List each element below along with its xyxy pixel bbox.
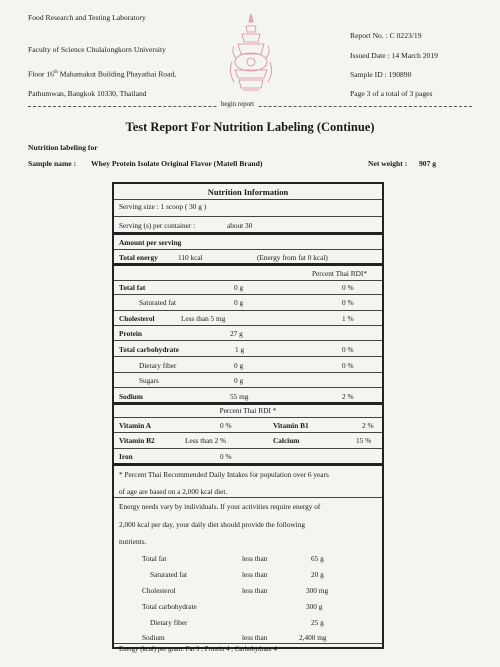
daily-nutrient-name: Saturated fat	[150, 570, 188, 579]
lab-address-line2: Pathumwan, Bangkok 10330, Thailand	[28, 89, 147, 98]
net-weight-value: 907 g	[419, 159, 437, 168]
report-number: Report No. : C 0223/19	[350, 31, 422, 40]
iron-value: 0 %	[220, 452, 232, 461]
divider	[114, 310, 382, 311]
servings-per-container-label: Serving (s) per container :	[119, 221, 196, 230]
daily-nutrient-value: 20 g	[311, 570, 324, 579]
nutrient-amount: 55 mg	[230, 392, 249, 401]
iron-label: Iron	[119, 452, 133, 461]
nutrient-name: Total carbohydrate	[119, 345, 179, 354]
divider	[114, 216, 382, 217]
energy-note-line2: 2,000 kcal per day, your daily diet should provide the following	[119, 520, 305, 529]
daily-nutrient-name: Total fat	[142, 554, 167, 563]
vitamin-b1-value: 2 %	[362, 421, 374, 430]
nutrient-rdi: 2 %	[342, 392, 354, 401]
sample-name-value: Whey Protein Isolate Original Flavor (Matell Brand)	[91, 159, 263, 168]
sample-name-label: Sample name :	[28, 159, 77, 168]
nutrient-name: Dietary fiber	[139, 361, 177, 370]
nutrient-rdi: 1 %	[342, 314, 354, 323]
divider	[114, 294, 382, 295]
nutrient-name: Total fat	[119, 283, 146, 292]
begin-report-label: begin report	[218, 101, 257, 108]
daily-nutrient-name: Dietary fiber	[150, 618, 188, 627]
rdi-header: Percent Thai RDI*	[312, 269, 367, 278]
nutrient-name: Sugars	[139, 376, 159, 385]
nutrient-amount: 27 g	[230, 329, 243, 338]
floor-rest: Mahamakut Building Phayathai Road,	[57, 69, 177, 79]
daily-nutrient-name: Cholesterol	[142, 586, 176, 595]
divider	[114, 280, 382, 281]
nutrient-amount: Less than 5 mg	[181, 314, 226, 323]
daily-nutrient-value: 2,400 mg	[299, 633, 327, 642]
nutrient-name: Sodium	[119, 392, 143, 401]
divider	[114, 643, 382, 644]
nutrient-amount: 0 g	[234, 361, 244, 370]
page-count: Page 3 of a total of 3 pages	[350, 89, 433, 98]
divider	[114, 387, 382, 388]
nutrient-rdi: 0 %	[342, 345, 354, 354]
labeling-for: Nutrition labeling for	[28, 143, 98, 152]
vitamin-a-value: 0 %	[220, 421, 232, 430]
report-title: Test Report For Nutrition Labeling (Continue)	[125, 120, 375, 134]
nutrient-amount: 0 g	[234, 298, 244, 307]
issued-date: Issued Date : 14 March 2019	[350, 51, 438, 60]
divider	[114, 372, 382, 373]
divider	[114, 356, 382, 357]
nutrient-amount: 0 g	[234, 283, 244, 292]
divider	[114, 325, 382, 326]
daily-nutrient-name: Total carbohydrate	[142, 602, 197, 611]
nutrient-rdi: 0 %	[342, 298, 354, 307]
calcium-label: Calcium	[273, 436, 300, 445]
divider	[114, 199, 382, 200]
net-weight-label: Net weight :	[368, 159, 408, 168]
amount-per-serving: Amount per serving	[119, 238, 182, 247]
rdi-footnote-line1: * Percent Thai Recommended Daily Intakes for population over 6 years	[119, 470, 329, 479]
daily-nutrient-qualifier: less than	[242, 586, 268, 595]
vitamin-b1-label: Vitamin B1	[273, 421, 309, 430]
daily-nutrient-value: 25 g	[311, 618, 324, 627]
vitamin-b2-value: Less than 2 %	[185, 436, 227, 445]
nutrient-name: Protein	[119, 329, 142, 338]
nutrient-rdi: 0 %	[342, 283, 354, 292]
nutrient-name: Saturated fat	[139, 298, 177, 307]
floor-prefix: Floor 16	[28, 69, 54, 79]
divider	[114, 263, 382, 266]
divider	[114, 232, 382, 235]
energy-note-line1: Energy needs vary by individuals. If your activities require energy of	[119, 502, 321, 511]
floor-sup: th	[53, 70, 58, 75]
vitamin-a-label: Vitamin A	[119, 421, 151, 430]
divider	[114, 417, 382, 418]
nutrition-panel	[112, 182, 384, 653]
divider	[114, 432, 382, 433]
nutrient-name: Cholesterol	[119, 314, 155, 323]
serving-size: Serving size : 1 scoop ( 30 g )	[119, 202, 207, 211]
divider	[114, 497, 382, 498]
divider	[114, 448, 382, 449]
daily-nutrient-qualifier: less than	[242, 633, 268, 642]
nutrient-amount: 1 g	[235, 345, 245, 354]
divider	[114, 463, 382, 466]
vitamin-rdi-header: Percent Thai RDI *	[219, 406, 277, 415]
panel-heading: Nutrition Information	[207, 187, 289, 197]
servings-per-container-value: about 30	[227, 221, 253, 230]
energy-label: Total energy	[119, 253, 158, 262]
daily-nutrient-value: 300 mg	[306, 586, 329, 595]
lab-name: Food Research and Testing Laboratory	[28, 13, 146, 22]
daily-nutrient-qualifier: less than	[242, 554, 268, 563]
university-seal-icon	[228, 12, 274, 98]
divider	[114, 340, 382, 341]
lab-address-line1	[28, 70, 176, 78]
sample-id: Sample ID : 190890	[350, 70, 412, 79]
calcium-value: 15 %	[356, 436, 372, 445]
energy-note-line3: nutrients.	[119, 537, 147, 546]
energy-per-gram: Energy (kcal) per gram: Fat 9 ; Protein 4 ; Carbohydrate 4	[119, 646, 277, 653]
energy-from-fat: (Energy from fat 0 kcal)	[257, 253, 328, 262]
vitamin-b2-label: Vitamin B2	[119, 436, 155, 445]
daily-nutrient-name: Sodium	[142, 633, 165, 642]
faculty-name: Faculty of Science Chulalongkorn University	[28, 45, 166, 54]
daily-nutrient-value: 300 g	[306, 602, 323, 611]
nutrient-amount: 0 g	[234, 376, 244, 385]
nutrient-rdi: 0 %	[342, 361, 354, 370]
divider	[114, 249, 382, 250]
daily-nutrient-qualifier: less than	[242, 570, 268, 579]
divider	[114, 402, 382, 405]
energy-value: 110 kcal	[178, 253, 203, 262]
rdi-footnote-line2: of age are based on a 2,000 kcal diet.	[119, 487, 228, 496]
daily-nutrient-value: 65 g	[311, 554, 324, 563]
